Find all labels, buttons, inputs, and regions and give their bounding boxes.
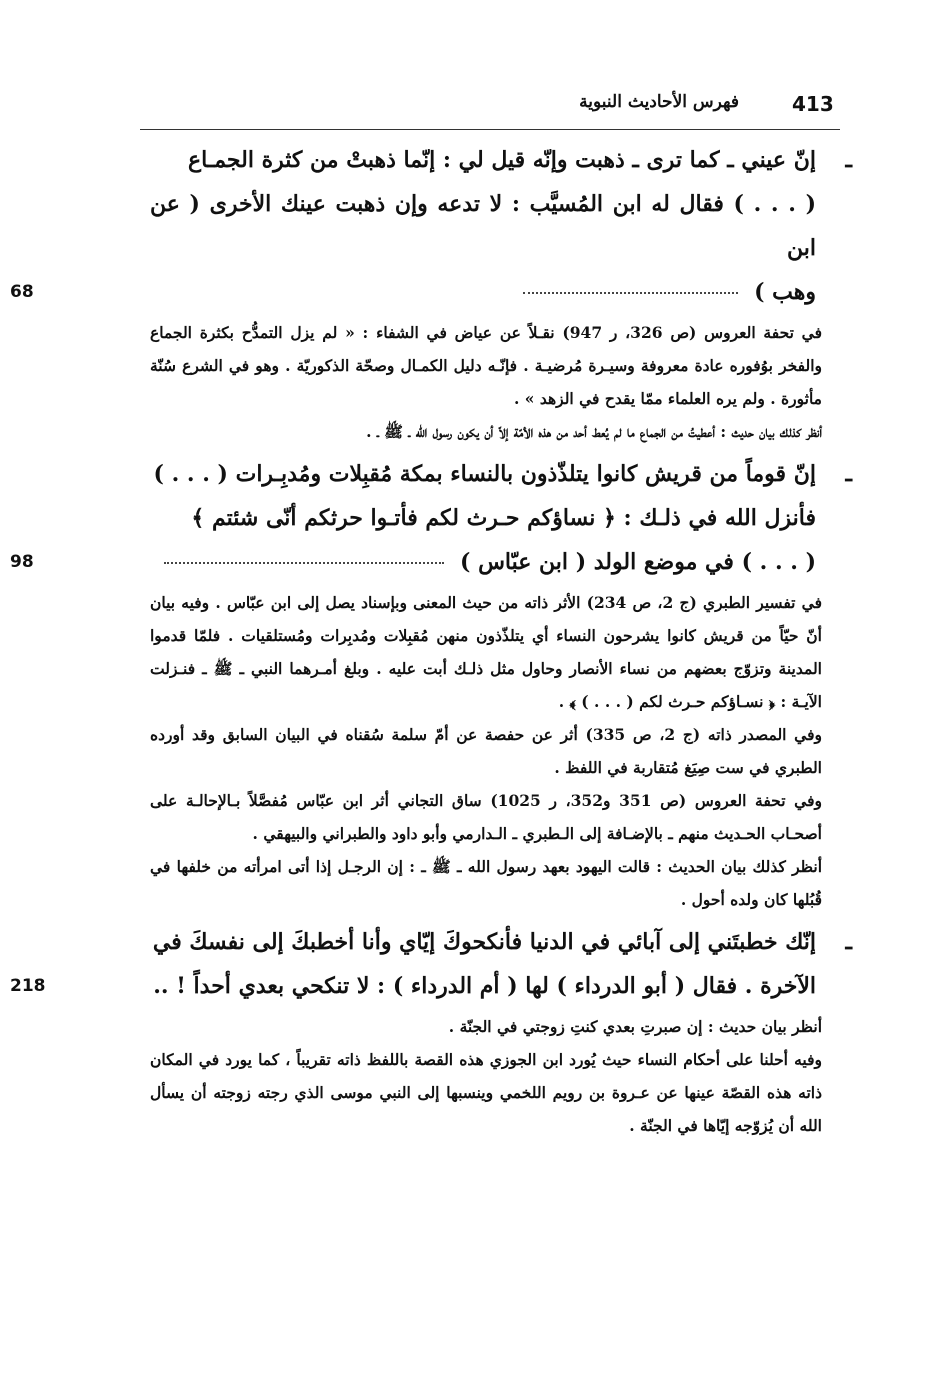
entry-dash: ـ [845,461,852,487]
running-title: فهرس الأحاديث النبوية [579,92,739,112]
hadith-entry [10,452,852,916]
page-number: 413 [792,92,834,116]
hadith-line: ( . . . ) فقال له ابن المُسيَّب : لا تدعه وإن ذهبت عينك الأخرى ( عن ابن [150,191,816,261]
hadith-entry [10,920,852,1142]
leader-dots [164,562,444,564]
hadith-text [10,138,852,314]
commentary-paragraph: وفي تحفة العروس (ص 351 و352، ر 1025) ساق التجاني أثر ابن عبّاس مُفصَّلاً بـالإحالـة على أصحـاب الحـديث منهم ـ بالإضـافة إلى الـطبري ـ الـدارمي وأبو داود والطبراني والبيهقي . [150,791,822,843]
commentary-paragraph: أنظر بيان حديث : إن صبرتِ بعدي كنتِ زوجتي في الجنّة . [448,1017,822,1036]
hadith-text [10,920,852,1008]
hadith-text [10,452,852,584]
hadith-last-line [10,540,816,584]
page-body [10,138,852,1146]
hadith-line: الآخرة . فقال ( أبو الدرداء ) لها ( أم الدرداء ) : لا تنكحي بعدي أحداً ! .. [153,973,816,999]
commentary-paragraph: في تفسير الطبري (ج 2، ص 234) الأثر ذاته من حيث المعنى وبإسناد يصل إلى ابن عبّاس . وفيه بيان أنّ حيّاً من قريش كانوا يشرحون النساء أي يتلذّذون منهن مُقبِلات ومُدبِرات ومُستلقيات . فلمّا قدموا المدينة وتزوّج بعضهم من نساء الأنصار وحاول مثل ذلـك أبت عليه . وبلغ أمـرهما النبي ـ ﷺ ـ فنـزلت الآيـة : ﴿ نسـاؤكم حـرث لكم ( . . . ) ﴾ . [150,593,823,711]
commentary-paragraph: في تحفة العروس (ص 326، ر 947) نقـلاً عن عياض في الشفاء : « لم يزل التمدُّح بكثرة الجماع والفخر بوُفوره عادة معروفة وسيـرة مُرضيـة . فإنّـه دليل الكمـال وصحّة الذكوريّة . وهو في الشرع سُنّة مأثورة . ولم يره العلماء ممّا يقدح في الزهد » . [150,323,823,408]
hadith-entry [10,138,852,448]
hadith-last-line [10,964,816,1008]
commentary-paragraph: أنظر كذلك بيان حديث : أعطيتُ من الجماع ما لم يُعط أحد من هذه الأمّة إلاّ أن يكون رسول الله ـ ﷺ ـ . [366,422,822,441]
commentary [150,316,822,448]
hadith-line: إنّ عيني ـ كما ترى ـ ذهبت وإنّه قيل لي : إنّما ذهبتْ من كثرة الجمـاع [187,147,816,173]
hadith-last-line [10,270,816,314]
header-rule [140,129,840,130]
commentary [150,1010,822,1142]
hadith-line: إنّك خطبتَني إلى آبائي في الدنيا فأنكحوكَ إيّاي وأنا أخطبكَ إلى نفسكَ في [152,929,816,955]
hadith-line: فأنزل الله في ذلـك : ﴿ نساؤكم حـرث لكم فأتـوا حرثكم أنّى شئتم ﴾ [191,505,816,531]
hadith-line: وهب ) [754,279,816,305]
reference-number: 218 [10,976,46,996]
hadith-line: ( . . . ) في موضع الولد ( ابن عبّاس ) [460,549,816,575]
commentary [150,586,822,916]
leader-dots [523,292,738,294]
hadith-line: إنّ قوماً من قريش كانوا يتلذّذون بالنساء بمكة مُقبِلات ومُدبِـرات ( . . . ) [153,461,816,487]
reference-number: 68 [10,282,34,302]
entry-dash: ـ [845,929,852,955]
entry-dash: ـ [845,147,852,173]
commentary-paragraph: وفي المصدر ذاته (ج 2، ص 335) أثر عن حفصة عن أمّ سلمة سُقناه في البيان السابق وقد أورده الطبري في ست صِيَغ مُتقاربة في اللفظ . [150,725,822,777]
reference-number: 98 [10,552,34,572]
commentary-paragraph: وفيه أحلنا على أحكام النساء حيث يُورد ابن الجوزي هذه القصة باللفظ ذاته تقريباً ، كما يورد في المكان ذاته هذه القصّة عينها عن عـروة بن رويم اللخمي وينسبها إلى النبي موسى الذي رجته زوجته أن يسأل الله أن يُزوّجه إيّاها في الجنّة . [150,1050,822,1135]
commentary-paragraph: أنظر كذلك بيان الحديث : قالت اليهود بعهد رسول الله ـ ﷺ ـ : إن الرجـل إذا أتى امرأته من خلفها في قُبُلها كان ولده أحول . [150,857,822,909]
